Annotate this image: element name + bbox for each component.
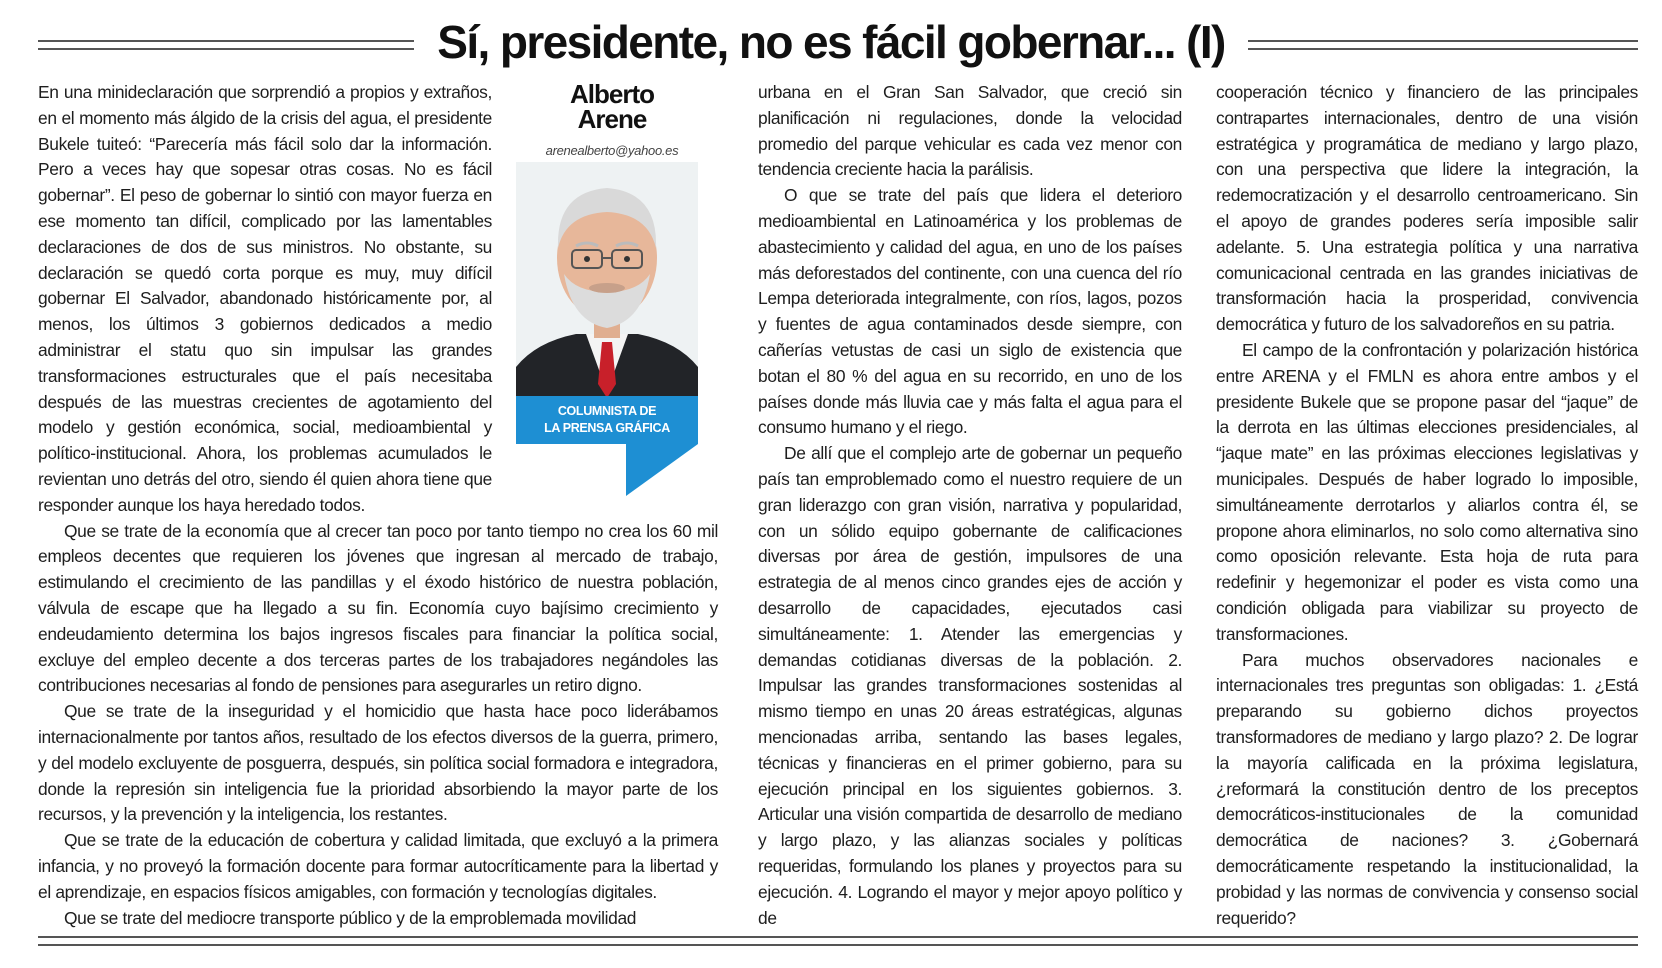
headline: Sí, presidente, no es fácil gobernar... (I) [437,16,1225,68]
column-1-paragraph-4: Que se trate de la educación de cobertura y calidad limitada, que excluyó a la primera infancia, y no proveyó la formación docente para formar autocríticamente para la libertad y el aprendizaje, en espacios físicos amigables, con formación y tecnologías digitales. [38,830,718,902]
article-column-3 [1216,80,1638,931]
badge-tail [626,444,698,496]
column-1-paragraph-1: En una minideclaración que sorprendió a propios y extraños, en el momento más álgido de la crisis del agua, el presidente Bukele tuiteó: “Parecería más fácil solo dar la información. Pero a veces hay que sopesar otras cosas. No es fácil gobernar”. El peso de gobernar lo sintió con mayor fuerza en ese momento tan difícil, complicado por las lamentables declaraciones de dos de sus ministros. No obstante, su declaración se quedó corta porque es muy, muy difícil gobernar El Salvador, abandonado históricamente por, al menos, los últimos 3 gobiernos dedicados a medio administrar el statu quo sin impulsar las grandes transformaciones estructurales que el país necesitaba después de las muestras crecientes de agotamiento del modelo y gestión económica, social, medioambiental y político-institucional. Ahora, los problemas acumulados le revientan uno detrás del otro, siendo él quien ahora tiene que responder aunque los haya heredado todos. [38,82,492,515]
author-last-name: Arene [577,104,647,134]
column-3-paragraph-1: cooperación técnico y financiero de las principales contrapartes internacionales, dentro de una visión estratégica y programática de mediano y largo plazo, con una perspectiva que lidere la integración, la redemocratización y el desarrollo centroamericano. Sin el apoyo de grandes poderes sería imposible salir adelante. 5. Una estrategia política y una narrativa comunicacional centrada en las grandes iniciativas de transformación hacia la prosperidad, convivencia democrática y futuro de los salvadoreños en su patria. [1216,82,1638,335]
column-1-paragraph-2: Que se trate de la economía que al crecer tan poco por tanto tiempo no crea los 60 mil empleos decentes que requieren los jóvenes que ingresan al mercado de trabajo, estimulando el crecimiento de las pandillas y el éxodo histórico de nuestra población, válvula de escape que ha llegado a su fin. Economía cuyo bajísimo crecimiento y endeudamiento determina los bajos ingresos fiscales para financiar la política social, excluye del empleo decente a dos terceras partes de los trabajadores negándoles las contribuciones necesarias al fondo de pensiones para asegurarles un retiro digno. [38,520,718,696]
headline-rule-left [38,40,414,50]
author-first-name: Alberto [570,79,654,109]
author-photo [516,162,698,407]
column-2-paragraph-2: O que se trate del país que lidera el deterioro medioambiental en Latinoamérica y los problemas de abastecimiento y calidad del agua, en uno de los países más deforestados del continente, con una cuenca del río Lempa deteriorada integralmente, con ríos, lagos, pozos y fuentes de agua contaminados desde siempre, con cañerías vetustas de casi un siglo de existencia que botan el 80 % del agua en su recorrido, en uno de los países donde más lluvia cae y más falta el agua para el consumo humano y el riego. [758,185,1182,438]
author-name [506,79,718,134]
column-2-paragraph-1: urbana en el Gran San Salvador, que creció sin planificación ni regulaciones, donde la velocidad promedio del parque vehicular es cada vez menor con tendencia creciente hacia la parálisis. [758,82,1182,180]
author-box [506,80,718,495]
column-1-paragraph-3: Que se trate de la inseguridad y el homicidio que hasta hace poco liderábamos internacionalmente por tantos años, resultado de los efectos diversos de la guerra, primero, y del modelo excluyente de posguerra, después, sin política social formadora e integradora, donde la represión sin inteligencia fue la prioridad absorbiendo la mayor parte de los recursos, y la prevención y la inteligencia, los restantes. [38,701,718,825]
badge-line-2: LA PRENSA GRÁFICA [544,421,670,435]
author-portrait-illustration [516,162,698,407]
column-3-paragraph-3: Para muchos observadores nacionales e internacionales tres preguntas son obligadas: 1. ¿Está preparando su gobierno dichos proyectos transformadores de mediano y largo plazo? 2. De lograr la mayoría calificada en la próxima legislatura, ¿reformará la constitución dentro de los preceptos democráticos-institucionales de la comunidad democrática de naciones? 3. ¿Gobernará democráticamente respetando la institucionalidad, la probidad y las normas de convivencia y consenso social requerido? [1216,649,1638,928]
article-column-2 [758,80,1182,931]
article-column-1 [38,80,718,931]
footer-rule [38,936,1638,946]
badge-line-1: COLUMNISTA DE [557,404,657,418]
column-2-paragraph-3: De allí que el complejo arte de gobernar un pequeño país tan emproblemado como el nuestro requiere de un gran liderazgo con gran visión, narrativa y popularidad, con un sólido equipo gobernante de calificaciones diversas por área de gestión, impulsores de una estrategia de al menos cinco grandes ejes de acción y desarrollo de capacidades, ejecutados casi simultáneamente: 1. Atender las emergencias y demandas cotidianas diversas de la población. 2. Impulsar las grandes transformaciones sostenidas al mismo tiempo en unas 20 áreas estratégicas, algunas mencionadas arriba, sentando las bases legales, técnicas y financieras en el primer gobierno, para su ejecución principal en los siguientes gobiernos. 3. Articular una visión compartida de desarrollo de mediano y largo plazo, y las alianzas sociales y políticas requeridas, formulando los planes y proyectos para su ejecución. 4. Logrando el mayor y mejor apoyo político y de [758,443,1182,928]
author-email: arenealberto@yahoo.es [545,143,679,158]
column-3-paragraph-2: El campo de la confrontación y polarización histórica entre ARENA y el FMLN es ahora entre ambos y el presidente Bukele que se propone pasar del “jaque” de la derrota en las últimas elecciones presidenciales, al “jaque mate” en las próximas elecciones legislativas y municipales. Después de haber logrado lo imposible, simultáneamente derrotarlos y aliarlos contra él, se propone ahora eliminarlos, no solo como alternativa sino como oposición relevante. Esta hoja de ruta para redefinir y hegemonizar el poder es vista como una condición obligada para viabilizar su proyecto de transformaciones. [1216,339,1638,644]
column-1-paragraph-5: Que se trate del mediocre transporte público y de la emproblemada movilidad [64,907,637,928]
headline-rule-right [1248,40,1638,50]
columnist-badge [516,396,698,444]
